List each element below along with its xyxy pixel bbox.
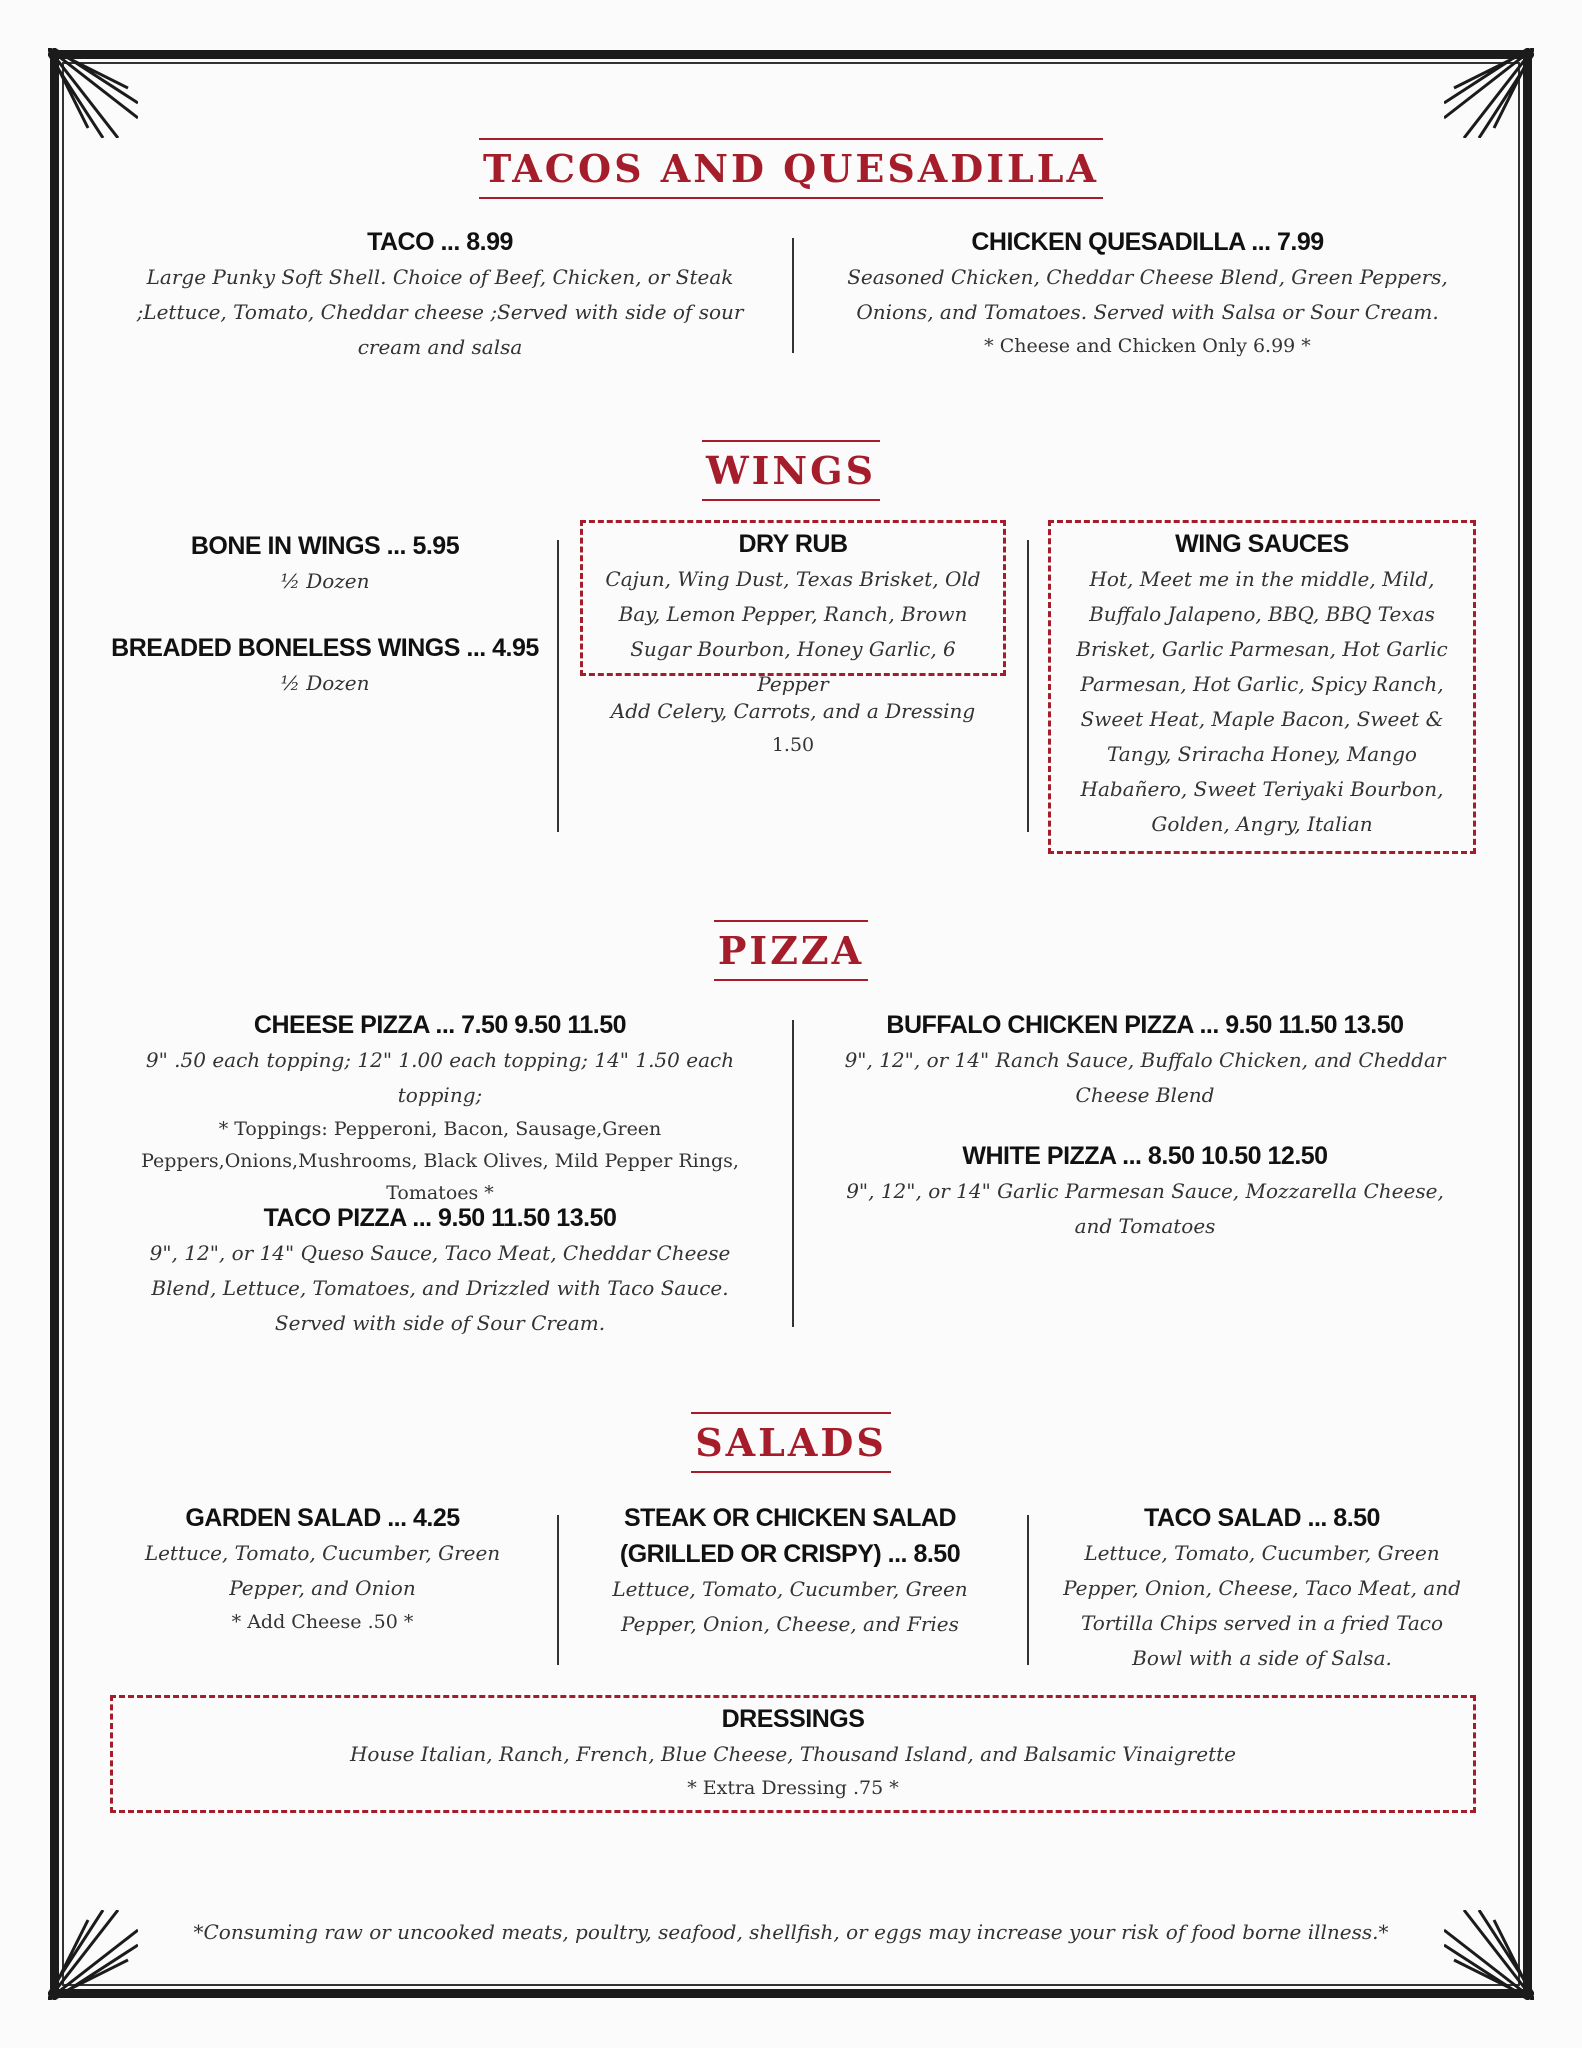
menu-item-dressings [120, 1701, 1466, 1804]
menu-item-taco-salad [1060, 1500, 1464, 1676]
menu-item-bone-in-wings [110, 528, 540, 599]
item-name: DRESSINGS [721, 1705, 865, 1733]
wings-addon [580, 694, 1006, 761]
item-name: CHICKEN QUESADILLA ... 7.99 [971, 228, 1324, 256]
section-title-pizza: PIZZA [0, 920, 1582, 981]
menu-item-boneless-wings [110, 630, 540, 701]
section-title-salads: SALADS [0, 1412, 1582, 1473]
menu-item-wing-sauces [1060, 526, 1464, 842]
item-description: 9", 12", or 14" Queso Sauce, Taco Meat, Cheddar Cheese Blend, Lettuce, Tomatoes, and Drizzled with Taco Sauce. Served with side of Sour Cream. [149, 1241, 731, 1335]
item-description: Lettuce, Tomato, Cucumber, Green Pepper, Onion, Cheese, and Fries [612, 1577, 968, 1636]
item-name: STEAK OR CHICKEN SALAD (GRILLED OR CRISPY) ... 8.50 [619, 1504, 961, 1568]
item-name: TACO SALAD ... 8.50 [1144, 1504, 1380, 1532]
column-divider [792, 1020, 794, 1327]
item-note: * Cheese and Chicken Only 6.99 * [984, 335, 1311, 357]
addon-price: 1.50 [771, 734, 815, 756]
menu-item-chicken-quesadilla [845, 224, 1450, 362]
column-divider [1027, 1515, 1029, 1665]
item-description: Lettuce, Tomato, Cucumber, Green Pepper, Onion, Cheese, Taco Meat, and Tortilla Chips served in a fried Taco Bowl with a side of Salsa. [1063, 1541, 1461, 1670]
menu-item-taco [130, 224, 750, 365]
section-title-tacos: TACOS AND QUESADILLA [0, 138, 1582, 199]
menu-item-garden-salad [120, 1500, 525, 1638]
item-name: BUFFALO CHICKEN PIZZA ... 9.50 11.50 13.50 [886, 1011, 1404, 1039]
item-description: ½ Dozen [280, 671, 370, 695]
menu-item-taco-pizza [130, 1200, 750, 1341]
item-name: CHEESE PIZZA ... 7.50 9.50 11.50 [253, 1011, 627, 1039]
menu-item-dry-rub [592, 526, 994, 702]
item-name: WHITE PIZZA ... 8.50 10.50 12.50 [962, 1142, 1328, 1170]
item-description: Large Punky Soft Shell. Choice of Beef, Chicken, or Steak ;Lettuce, Tomato, Cheddar cheese ;Served with side of sour cream and salsa [136, 265, 744, 359]
item-description: Cajun, Wing Dust, Texas Brisket, Old Bay, Lemon Pepper, Ranch, Brown Sugar Bourbon, Honey Garlic, 6 Pepper [605, 567, 981, 696]
column-divider [1027, 540, 1029, 832]
item-note: * Add Cheese .50 * [231, 1611, 414, 1633]
menu-item-cheese-pizza [130, 1007, 750, 1209]
column-divider [792, 238, 794, 353]
item-name: GARDEN SALAD ... 4.25 [185, 1504, 460, 1532]
menu-item-steak-chicken-salad [590, 1500, 990, 1642]
item-description: 9", 12", or 14" Garlic Parmesan Sauce, Mozzarella Cheese, and Tomatoes [846, 1179, 1444, 1238]
item-name: TACO PIZZA ... 9.50 11.50 13.50 [263, 1204, 617, 1232]
item-description: Seasoned Chicken, Cheddar Cheese Blend, Green Peppers, Onions, and Tomatoes. Served with Salsa or Sour Cream. [847, 265, 1448, 324]
item-note: * Extra Dressing .75 * [687, 1777, 899, 1799]
item-description: Lettuce, Tomato, Cucumber, Green Pepper, and Onion [144, 1541, 501, 1600]
item-name: TACO ... 8.99 [367, 228, 513, 256]
item-description: 9", 12", or 14" Ranch Sauce, Buffalo Chicken, and Cheddar Cheese Blend [844, 1048, 1446, 1107]
corner-ornament-icon [1444, 48, 1534, 138]
item-description: Hot, Meet me in the middle, Mild, Buffalo Jalapeno, BBQ, BBQ Texas Brisket, Garlic Parmesan, Hot Garlic Parmesan, Hot Garlic, Spicy Ranch, Sweet Heat, Maple Bacon, Sweet & Tangy, Sriracha Honey, Mango Habañero, Sweet Teriyaki Bourbon, Golden, Angry, Italian [1076, 567, 1448, 836]
addon-text: Add Celery, Carrots, and a Dressing [610, 699, 976, 723]
item-name: WING SAUCES [1175, 530, 1349, 558]
item-note: * Toppings: Pepperoni, Bacon, Sausage,Green Peppers,Onions,Mushrooms, Black Olives, Mild Pepper Rings, Tomatoes * [141, 1118, 739, 1204]
corner-ornament-icon [48, 48, 138, 138]
menu-item-white-pizza [830, 1138, 1460, 1244]
item-description: 9" .50 each topping; 12" 1.00 each topping; 14" 1.50 each topping; [145, 1048, 735, 1107]
column-divider [557, 1515, 559, 1665]
item-description: House Italian, Ranch, French, Blue Cheese, Thousand Island, and Balsamic Vinaigrette [349, 1742, 1237, 1766]
section-title-wings: WINGS [0, 440, 1582, 501]
food-safety-disclaimer: *Consuming raw or uncooked meats, poultry, seafood, shellfish, or eggs may increase your risk of food borne illness.* [193, 1920, 1389, 1944]
column-divider [557, 540, 559, 832]
item-name: DRY RUB [738, 530, 848, 558]
item-name: BONE IN WINGS ... 5.95 [190, 532, 460, 560]
item-description: ½ Dozen [280, 569, 370, 593]
menu-item-buffalo-chicken-pizza [830, 1007, 1460, 1113]
item-name: BREADED BONELESS WINGS ... 4.95 [111, 634, 539, 662]
